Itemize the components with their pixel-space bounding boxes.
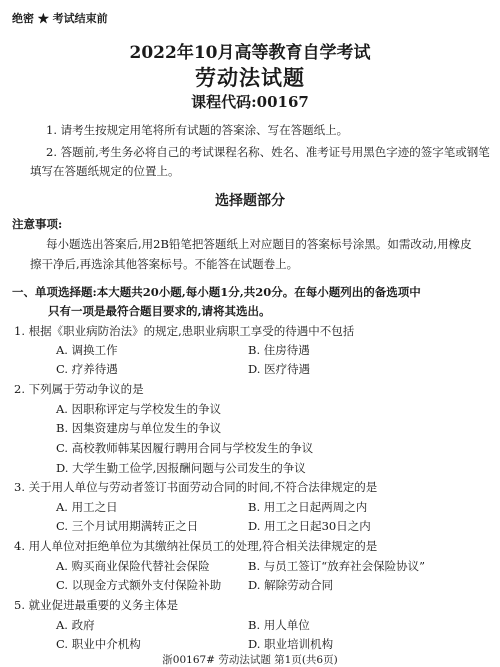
notes-heading: 注意事项: [12,217,63,231]
instruction-2-cont: 填写在答题纸规定的位置上。 [30,164,180,178]
question-1-option-c: C. 疗养待遇 [56,362,118,376]
question-5-option-d: D. 职业培训机构 [248,637,334,651]
instruction-2: 2. 答题前,考生务必将自己的考试课程名称、姓名、准考证号用黑色字迹的签字笔或钢笔 [46,145,490,159]
question-3-option-d: D. 用工之日起30日之内 [248,519,371,533]
question-2-stem: 2. 下列属于劳动争议的是 [14,382,144,396]
instruction-1: 1. 请考生按规定用笔将所有试题的答案涂、写在答题纸上。 [46,123,349,137]
question-5-option-c: C. 职业中介机构 [56,637,141,651]
notes-line-1: 每小题选出答案后,用2B铅笔把答题纸上对应题目的答案标号涂黑。如需改动,用橡皮 [46,237,472,251]
question-5-option-b: B. 用人单位 [248,618,310,632]
page-footer: 浙00167# 劳动法试题 第1页(共6页) [162,654,338,666]
exam-title: 2022年10月高等教育自学考试 [129,43,371,63]
secret-mark: 绝密 ★ 考试结束前 [12,12,108,25]
question-5-stem: 5. 就业促进最重要的义务主体是 [14,598,179,612]
question-2-option-a: A. 因职称评定与学校发生的争议 [56,402,222,416]
question-3-stem: 3. 关于用人单位与劳动者签订书面劳动合同的时间,不符合法律规定的是 [14,480,378,494]
question-2-option-c: C. 高校教师韩某因履行聘用合同与学校发生的争议 [56,441,314,455]
section-title: 选择题部分 [215,193,285,209]
question-1-stem: 1. 根据《职业病防治法》的规定,患职业病职工享受的待遇中不包括 [14,324,355,338]
question-4-option-c: C. 以现金方式额外支付保险补助 [56,578,222,592]
part-one-heading: 一、单项选择题:本大题共20小题,每小题1分,共20分。在每小题列出的备选项中 [12,285,421,299]
question-2-option-b: B. 因集资建房与单位发生的争议 [56,421,222,435]
course-code: 课程代码:00167 [191,93,309,111]
part-one-subheading: 只有一项是最符合题目要求的,请将其选出。 [48,304,271,318]
question-5-option-a: A. 政府 [56,618,95,632]
question-1-option-d: D. 医疗待遇 [248,362,311,376]
question-2-option-d: D. 大学生勤工俭学,因报酬问题与公司发生的争议 [56,461,306,475]
question-4-option-d: D. 解除劳动合同 [248,578,334,592]
question-3-option-b: B. 用工之日起两周之内 [248,500,368,514]
question-3-option-a: A. 用工之日 [56,500,118,514]
subject-title: 劳动法试题 [195,65,305,90]
question-4-stem: 4. 用人单位对拒绝单位为其缴纳社保员工的处理,符合相关法律规定的是 [14,539,378,553]
notes-line-2: 擦干净后,再选涂其他答案标号。不能答在试题卷上。 [30,257,299,271]
question-1-option-b: B. 住房待遇 [248,343,310,357]
question-4-option-b: B. 与员工签订“放弃社会保险协议” [248,559,426,573]
question-4-option-a: A. 购买商业保险代替社会保险 [56,559,210,573]
question-3-option-c: C. 三个月试用期满转正之日 [56,519,199,533]
question-1-option-a: A. 调换工作 [56,343,118,357]
